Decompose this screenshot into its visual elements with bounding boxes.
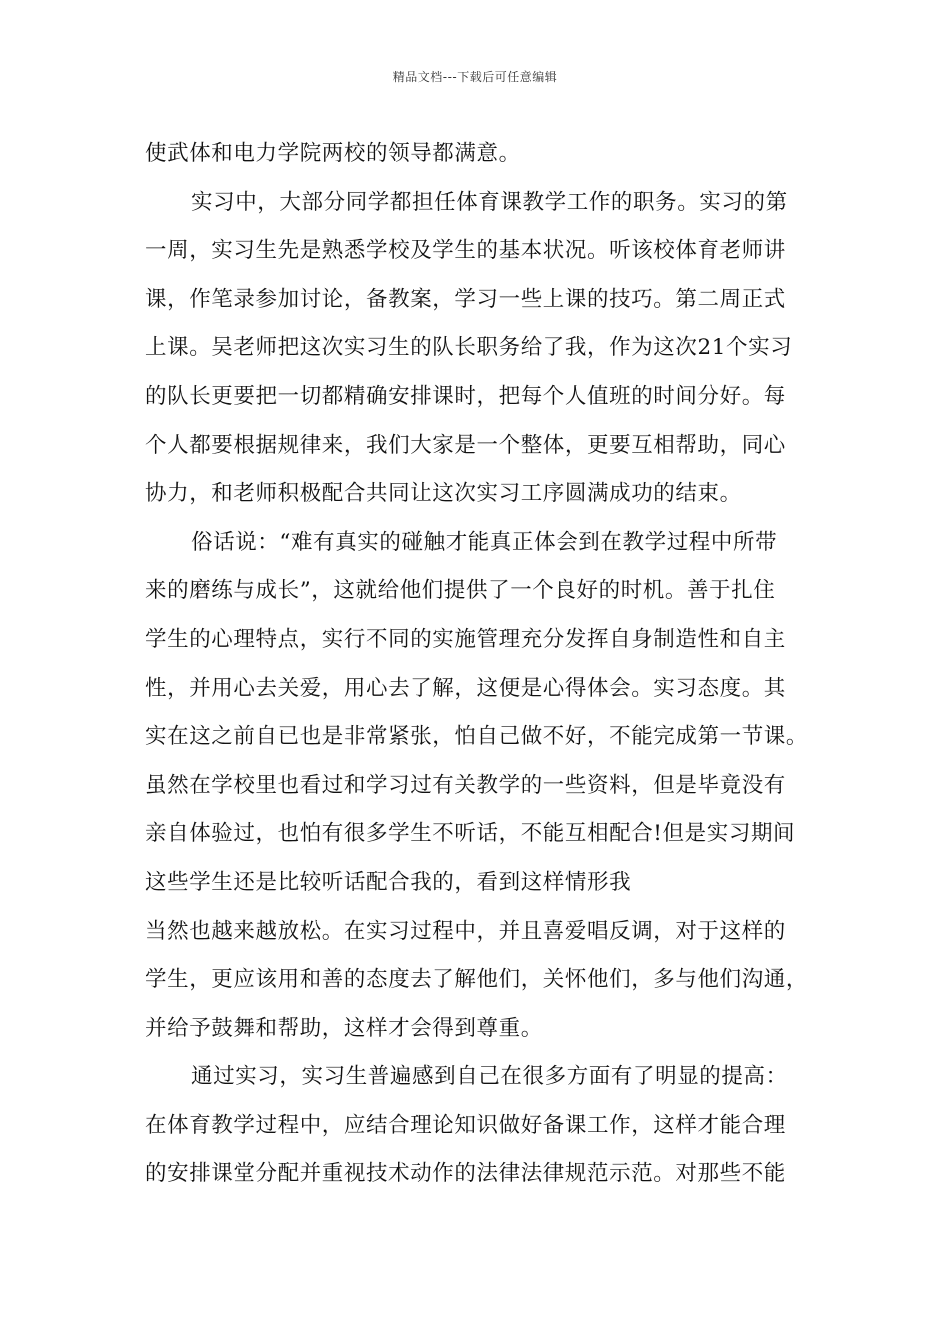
text-line: 协力，和老师积极配合共同让这次实习工序圆满成功的结束。 bbox=[145, 481, 742, 507]
text-line: 的队长更要把一切都精确安排课时，把每个人值班的时间分好。每 bbox=[145, 383, 786, 409]
text-line: 来的磨练与成长”，这就给他们提供了一个良好的时机。善于扎住 bbox=[145, 578, 776, 604]
text-line: 通过实习，实习生普遍感到自己在很多方面有了明显的提高： bbox=[191, 1064, 788, 1090]
text-line: 虽然在学校里也看过和学习过有关教学的一些资料，但是毕竟没有 bbox=[145, 772, 786, 798]
text-line: 使武体和电力学院两校的领导都满意。 bbox=[145, 141, 521, 166]
text-line: 学生的心理特点，实行不同的实施管理充分发挥自身制造性和自主 bbox=[145, 626, 786, 652]
text-line: 个人都要根据规律来，我们大家是一个整体，更要互相帮助，同心 bbox=[145, 432, 786, 458]
text-line: 当然也越来越放松。在实习过程中，并且喜爱唱反调，对于这样的 bbox=[145, 918, 786, 944]
text-line: 实习中，大部分同学都担任体育课教学工作的职务。实习的第 bbox=[191, 189, 788, 215]
text-line: 的安排课堂分配并重视技术动作的法律法律规范示范。对那些不能 bbox=[145, 1161, 786, 1187]
text-line: 实在这之前自已也是非常紧张，怕自己做不好，不能完成第一节课。 bbox=[145, 724, 809, 750]
document-body bbox=[145, 130, 825, 1199]
text-line: 一周，实习生先是熟悉学校及学生的基本状况。听该校体育老师讲 bbox=[145, 238, 786, 264]
text-line: 并给予鼓舞和帮助，这样才会得到尊重。 bbox=[145, 1015, 543, 1041]
text-line: 亲自体验过，也怕有很多学生不听话，不能互相配合!但是实习期间 bbox=[145, 821, 796, 847]
text-line: 性，并用心去关爱，用心去了解，这便是心得体会。实习态度。其 bbox=[145, 675, 786, 701]
text-line: 在体育教学过程中，应结合理论知识做好备课工作，这样才能合理 bbox=[145, 1112, 786, 1138]
text-line: 学生，更应该用和善的态度去了解他们，关怀他们，多与他们沟通， bbox=[145, 967, 809, 993]
page-header: 精品文档---下载后可任意编辑 bbox=[392, 70, 558, 84]
text-line: 俗话说：“难有真实的碰触才能真正体会到在教学过程中所带 bbox=[191, 529, 778, 555]
text-line: 这些学生还是比较听话配合我的，看到这样情形我 bbox=[145, 869, 632, 895]
text-line: 课，作笔录参加讨论，备教案，学习一些上课的技巧。第二周正式 bbox=[145, 286, 786, 312]
text-line: 上课。吴老师把这次实习生的队长职务给了我，作为这次21个实习 bbox=[145, 335, 793, 361]
